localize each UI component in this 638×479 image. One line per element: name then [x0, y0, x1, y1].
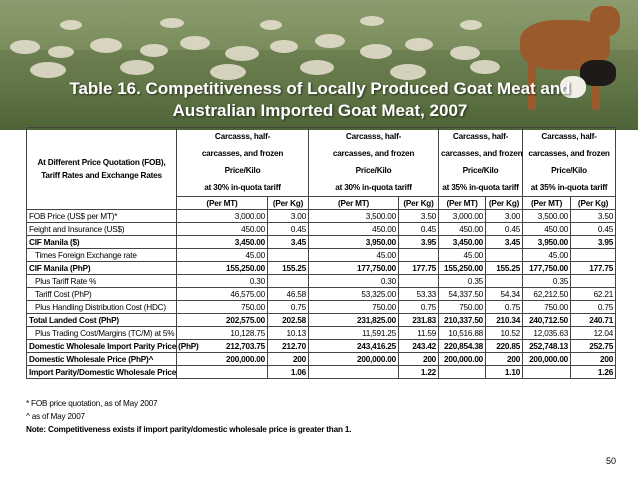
table-cell: 3,950.00 [309, 236, 399, 249]
table-cell: 45.00 [309, 249, 399, 262]
title-line-2: Australian Imported Goat Meat, 2007 [172, 101, 468, 120]
table-cell: 750.00 [309, 301, 399, 314]
table-cell: 155.25 [486, 262, 523, 275]
table-cell: 155,250.00 [177, 262, 268, 275]
table-cell: 3.45 [268, 236, 309, 249]
group-header: Carcasss, half- carcasses, and frozen Price/Kilo at 35% in-quota tariff [439, 128, 523, 197]
table-row [27, 236, 616, 249]
row-label: Domestic Wholesale Import Parity Price (PhP) [27, 340, 177, 353]
table-cell: 0.45 [571, 223, 616, 236]
table-cell: 45.00 [177, 249, 268, 262]
table-cell: 220.85 [486, 340, 523, 353]
table-cell: 3,450.00 [177, 236, 268, 249]
table-row [27, 301, 616, 314]
table-cell: 200,000.00 [439, 353, 486, 366]
table-cell: 1.22 [399, 366, 439, 379]
table-cell: 0.35 [439, 275, 486, 288]
table-row [27, 288, 616, 301]
table-cell: 0.30 [177, 275, 268, 288]
group-header: Carcasss, half- carcasses, and frozen Price/Kilo at 30% in-quota tariff [177, 128, 309, 197]
table-cell [177, 366, 268, 379]
table-cell: 3.95 [399, 236, 439, 249]
table-cell: 12.04 [571, 327, 616, 340]
table-cell: 200 [268, 353, 309, 366]
footnote-competitiveness: Note: Competitiveness exists if import parity/domestic wholesale price is greater than 1. [26, 425, 352, 434]
header-photo-banner [0, 0, 638, 130]
table-cell: 1.06 [268, 366, 309, 379]
unit-header: (Per Kg) [399, 197, 439, 210]
table-cell: 62.21 [571, 288, 616, 301]
page-title [40, 78, 600, 122]
table-cell: 3.45 [486, 236, 523, 249]
table-cell: 243,416.25 [309, 340, 399, 353]
table-cell: 220,854.38 [439, 340, 486, 353]
competitiveness-table [26, 127, 616, 379]
footnotes [26, 397, 351, 436]
table-cell [268, 249, 309, 262]
unit-header: (Per Kg) [571, 197, 616, 210]
table-cell: 3.95 [571, 236, 616, 249]
table-cell: 177.75 [571, 262, 616, 275]
table-cell: 212.70 [268, 340, 309, 353]
table-cell: 54.34 [486, 288, 523, 301]
table-cell: 0.75 [486, 301, 523, 314]
group-header: Carcasss, half- carcasses, and frozen Price/Kilo at 35% in-quota tariff [523, 128, 616, 197]
table-cell: 3.00 [486, 210, 523, 223]
table-cell: 3.50 [399, 210, 439, 223]
table-cell: 450.00 [523, 223, 571, 236]
table-cell: 202,575.00 [177, 314, 268, 327]
table-row [27, 314, 616, 327]
table-cell: 0.45 [268, 223, 309, 236]
table-cell [439, 366, 486, 379]
table-cell: 240,712.50 [523, 314, 571, 327]
row-label: CIF Manila ($) [27, 236, 177, 249]
row-label: Plus Trading Cost/Margins (TC/M) at 5% [27, 327, 177, 340]
table-cell: 450.00 [177, 223, 268, 236]
table-cell: 3,950.00 [523, 236, 571, 249]
table-cell: 10.52 [486, 327, 523, 340]
table-row [27, 353, 616, 366]
table-cell: 155,250.00 [439, 262, 486, 275]
unit-header: (Per MT) [309, 197, 399, 210]
table-body [27, 210, 616, 379]
table-cell: 210,337.50 [439, 314, 486, 327]
table-cell: 12,035.63 [523, 327, 571, 340]
table-cell: 200 [486, 353, 523, 366]
table-cell: 0.75 [571, 301, 616, 314]
table-cell: 3.00 [268, 210, 309, 223]
table-cell: 231,825.00 [309, 314, 399, 327]
table-cell: 200,000.00 [309, 353, 399, 366]
table-cell: 177,750.00 [523, 262, 571, 275]
table-cell: 62,212.50 [523, 288, 571, 301]
unit-header: (Per MT) [177, 197, 268, 210]
table-cell: 231.83 [399, 314, 439, 327]
table-cell: 202.58 [268, 314, 309, 327]
title-line-1: Table 16. Competitiveness of Locally Produced Goat Meat and [69, 79, 571, 98]
table-cell: 53,325.00 [309, 288, 399, 301]
table-cell: 10,128.75 [177, 327, 268, 340]
table-cell: 200,000.00 [523, 353, 571, 366]
unit-header: (Per MT) [523, 197, 571, 210]
table-cell [486, 275, 523, 288]
table-cell: 11,591.25 [309, 327, 399, 340]
table-cell [523, 366, 571, 379]
table-cell: 243.42 [399, 340, 439, 353]
row-label: Feight and Insurance (US$) [27, 223, 177, 236]
table-cell: 3,500.00 [309, 210, 399, 223]
table-cell: 45.00 [523, 249, 571, 262]
table-cell: 750.00 [523, 301, 571, 314]
table-cell: 0.30 [309, 275, 399, 288]
table-cell: 200 [571, 353, 616, 366]
table-row [27, 327, 616, 340]
table-cell: 1.10 [486, 366, 523, 379]
table-cell: 200,000.00 [177, 353, 268, 366]
page-number: 50 [606, 456, 617, 466]
group-header: Carcasss, half- carcasses, and frozen Price/Kilo at 30% in-quota tariff [309, 128, 439, 197]
table-cell: 177,750.00 [309, 262, 399, 275]
row-label: Plus Handling Distribution Cost (HDC) [27, 301, 177, 314]
table-cell: 3,000.00 [177, 210, 268, 223]
table-cell [571, 275, 616, 288]
table-cell: 0.45 [486, 223, 523, 236]
group-header-row [27, 128, 616, 197]
row-label: Tariff Cost (PhP) [27, 288, 177, 301]
row-label: Domestic Wholesale Price (PhP)^ [27, 353, 177, 366]
table-cell: 1.26 [571, 366, 616, 379]
table-cell [399, 249, 439, 262]
table-cell: 750.00 [439, 301, 486, 314]
footnote-fob: * FOB price quotation, as of May 2007 [26, 399, 158, 408]
table-cell: 750.00 [177, 301, 268, 314]
row-label: Plus Tariff Rate % [27, 275, 177, 288]
table-cell: 450.00 [439, 223, 486, 236]
table-cell [268, 275, 309, 288]
table-cell: 210.34 [486, 314, 523, 327]
table-row [27, 275, 616, 288]
table-cell: 155.25 [268, 262, 309, 275]
table-row [27, 366, 616, 379]
table-cell: 240.71 [571, 314, 616, 327]
table-cell: 0.35 [523, 275, 571, 288]
table-cell: 45.00 [439, 249, 486, 262]
table-cell: 54,337.50 [439, 288, 486, 301]
table-cell: 46,575.00 [177, 288, 268, 301]
table-cell [571, 249, 616, 262]
row-label: FOB Price (US$ per MT)* [27, 210, 177, 223]
table-row [27, 262, 616, 275]
table-cell: 252,748.13 [523, 340, 571, 353]
row-header: At Different Price Quotation (FOB), Tariff Rates and Exchange Rates [27, 128, 177, 210]
row-label: CIF Manila (PhP) [27, 262, 177, 275]
footnote-date: ^ as of May 2007 [26, 412, 85, 421]
table-cell: 252.75 [571, 340, 616, 353]
table-cell: 3,450.00 [439, 236, 486, 249]
table-cell: 11.59 [399, 327, 439, 340]
table-cell [399, 275, 439, 288]
unit-header: (Per Kg) [268, 197, 309, 210]
table-row [27, 223, 616, 236]
table-cell: 200 [399, 353, 439, 366]
table-cell: 177.75 [399, 262, 439, 275]
table-cell: 0.75 [268, 301, 309, 314]
table-row [27, 249, 616, 262]
table-row [27, 210, 616, 223]
table-cell [486, 249, 523, 262]
table-cell: 46.58 [268, 288, 309, 301]
unit-header: (Per MT) [439, 197, 486, 210]
row-label: Times Foreign Exchange rate [27, 249, 177, 262]
row-label: Import Parity/Domestic Wholesale Price [27, 366, 177, 379]
table-cell: 450.00 [309, 223, 399, 236]
row-label: Total Landed Cost (PhP) [27, 314, 177, 327]
table-cell: 10.13 [268, 327, 309, 340]
table-cell: 0.75 [399, 301, 439, 314]
table-row [27, 340, 616, 353]
table-cell [309, 366, 399, 379]
table-cell: 3,000.00 [439, 210, 486, 223]
table-cell: 0.45 [399, 223, 439, 236]
table-cell: 10,516.88 [439, 327, 486, 340]
table-cell: 53.33 [399, 288, 439, 301]
unit-header: (Per Kg) [486, 197, 523, 210]
table-cell: 3,500.00 [523, 210, 571, 223]
table-cell: 3.50 [571, 210, 616, 223]
table-cell: 212,703.75 [177, 340, 268, 353]
